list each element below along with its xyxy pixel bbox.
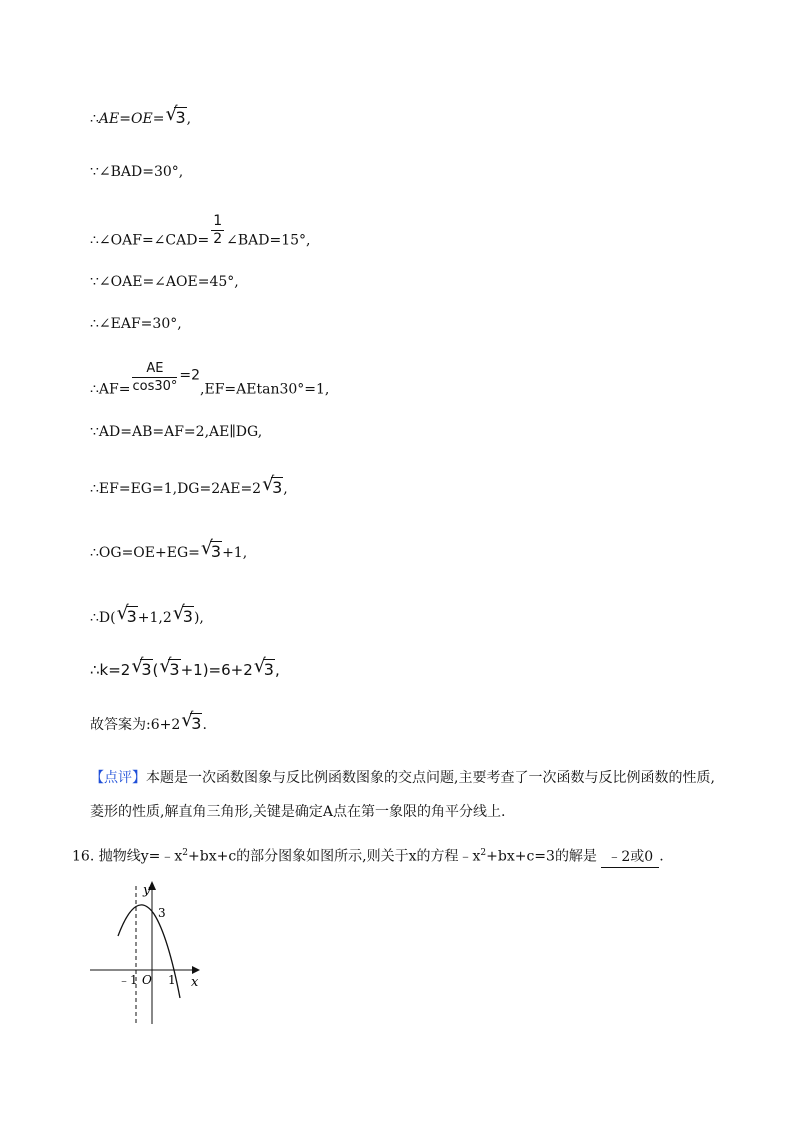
comment-line-1 — [90, 761, 730, 795]
sqrt-3: √ 3 — [181, 709, 202, 733]
question-text: 抛物线y=﹣x — [98, 848, 183, 865]
superscript: 2 — [182, 848, 188, 858]
text: ,EF=AEtan30°=1, — [200, 381, 330, 398]
solution-line-4: ∵∠OAE=∠AOE=45°, — [90, 274, 239, 290]
text: ∴AF= — [90, 381, 131, 398]
text: ∴k=2 — [90, 661, 131, 679]
solution-line-2: ∵∠BAD=30°, — [90, 164, 184, 180]
x-axis-label: x — [191, 975, 199, 990]
sqrt-3: √ 3 — [172, 602, 193, 626]
comment-line-2 — [90, 795, 730, 829]
question-16 — [72, 843, 664, 868]
solution-line-9 — [90, 537, 248, 563]
comment-tag: 【点评】 — [90, 770, 146, 786]
solution-line-7: ∵AD=AB=AF=2,AE∥DG, — [90, 424, 263, 440]
text: AE — [98, 111, 120, 127]
text: . — [202, 717, 207, 733]
answer-line — [90, 709, 207, 735]
text: +1,2 — [137, 610, 172, 626]
text: =2 — [179, 367, 201, 384]
text: ∴OG=OE+EG= — [90, 545, 200, 561]
y-axis-label: y — [143, 883, 151, 898]
text: OE — [131, 111, 153, 127]
sqrt-3: √ 3 — [159, 655, 180, 679]
comment-block — [90, 761, 730, 829]
sqrt-3: √ 3 — [200, 537, 222, 561]
text: , — [274, 661, 280, 679]
text: ), — [193, 610, 204, 626]
text: = — [119, 111, 131, 127]
text: ∴∠OAF=∠CAD= — [90, 232, 210, 249]
therefore-symbol: ∴ — [90, 111, 99, 127]
answer-blank: ﹣2或0 — [601, 847, 659, 868]
sqrt-3: √ 3 — [116, 602, 137, 626]
solution-line-10 — [90, 602, 204, 628]
comment-text: 菱形的性质,解直角三角形,关键是确定A点在第一象限的角平分线上. — [90, 804, 506, 820]
sqrt-3: √ 3 — [253, 655, 274, 679]
text: 故答案为:6+2 — [90, 717, 181, 733]
solution-line-11 — [90, 655, 280, 680]
question-text: +bx+c的部分图象如图所示,则关于x的方程﹣x — [188, 848, 481, 865]
sqrt-3: √ 3 — [165, 103, 186, 127]
solution-line-3 — [90, 213, 310, 251]
superscript: 2 — [480, 848, 487, 858]
fraction-ae-cos30: $\frac{AE}{\cos 30^\circ}$ — [132, 361, 178, 394]
question-text: +bx+c=3的解是 — [486, 848, 597, 865]
text: ∠BAD=15°, — [226, 232, 311, 249]
solution-line-1 — [90, 103, 192, 129]
label-1: 1 — [168, 973, 176, 987]
text: , — [283, 481, 288, 497]
text: ∴D( — [90, 610, 116, 626]
solution-line-8 — [90, 473, 288, 499]
solution-line-5: ∴∠EAF=30°, — [90, 316, 182, 332]
question-number: 16. — [72, 848, 95, 865]
solution-line-6 — [90, 360, 329, 400]
comment-text: 本题是一次函数图象与反比例函数图象的交点问题,主要考查了一次函数与反比例函数的性质, — [146, 770, 715, 786]
text: ∴EF=EG=1,DG=2AE=2 — [90, 481, 262, 497]
origin-label: O — [142, 973, 152, 987]
text: +1)=6+2 — [180, 661, 253, 679]
sqrt-3: √ 3 — [131, 655, 152, 679]
sqrt-3: √ 3 — [262, 473, 283, 497]
parabola-graph — [88, 878, 218, 1028]
text: = — [152, 111, 165, 127]
fraction-half: $\frac{1}{2}$ — [213, 213, 223, 247]
label-3: 3 — [158, 906, 166, 920]
label-neg1: ﹣1 — [118, 973, 138, 987]
text: ( — [152, 661, 159, 679]
text: , — [186, 111, 192, 127]
text: . — [659, 848, 664, 865]
text: +1, — [222, 545, 248, 561]
